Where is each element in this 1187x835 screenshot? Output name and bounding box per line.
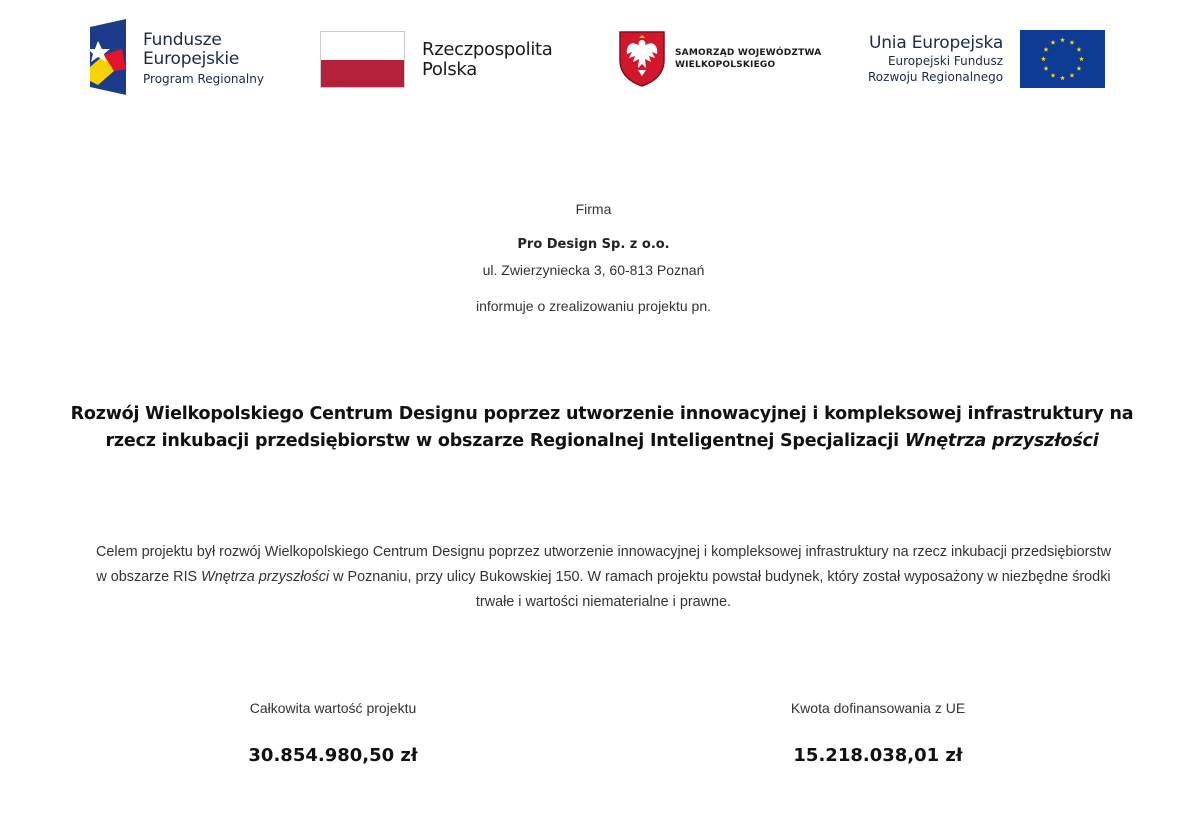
- fundusze-europejskie-emblem-icon: [88, 19, 128, 95]
- eu-star-icon: [1051, 73, 1056, 78]
- wielkopolska-eagle-shield-icon: [618, 30, 666, 87]
- rzeczpospolita-line2: Polska: [422, 58, 477, 80]
- unia-line1: Unia Europejska: [868, 33, 1004, 53]
- project-title-italic: Wnętrza przyszłości: [904, 431, 1099, 451]
- fundusze-line1: Fundusze: [143, 29, 222, 50]
- eu-star-icon: [1041, 56, 1046, 61]
- company-address: ul. Zwierzyniecka 3, 60-813 Poznań: [482, 262, 705, 278]
- logo-fundusze-europejskie: [88, 19, 264, 95]
- eu-star-icon: [1070, 40, 1075, 45]
- intro-text: informuje o zrealizowaniu projektu pn.: [475, 298, 711, 314]
- description-part1: Celem projektu był rozwój Wielkopolskiego Centrum Designu poprzez utworzenie innowacyjnej i kompleksowej infrastruktury na rzecz inkubacji przedsiębiorstw w obszarze RIS: [96, 544, 1111, 585]
- fundusze-line3: Program Regionalny: [143, 71, 264, 86]
- eu-star-icon: [1070, 73, 1075, 78]
- logo-rzeczpospolita-polska: [320, 31, 553, 88]
- eu-star-icon: [1077, 66, 1082, 71]
- total-value-label: Całkowita wartość projektu: [249, 700, 417, 716]
- logo-samorzad-wojewodztwa: [618, 30, 821, 87]
- logo-unia-europejska: [868, 30, 1105, 88]
- eu-star-icon: [1044, 47, 1049, 52]
- eu-value-amount: 15.218.038,01 zł: [793, 745, 963, 766]
- total-value-amount: 30.854.980,50 zł: [248, 745, 418, 766]
- company-name: Pro Design Sp. z o.o.: [517, 237, 670, 252]
- eu-star-icon: [1051, 40, 1056, 45]
- unia-line2: Europejski Fundusz: [887, 54, 1004, 68]
- description-italic: Wnętrza przyszłości: [201, 569, 330, 585]
- unia-line3: Rozwoju Regionalnego: [868, 70, 1004, 84]
- samorzad-line2: WIELKOPOLSKIEGO: [675, 59, 776, 70]
- eu-star-icon: [1077, 47, 1082, 52]
- samorzad-line1: SAMORZĄD WOJEWÓDZTWA: [675, 47, 822, 58]
- polish-flag-icon: [320, 31, 405, 88]
- eu-star-icon: [1060, 75, 1065, 80]
- rzeczpospolita-line1: Rzeczpospolita: [422, 38, 553, 60]
- eu-flag-icon: [1020, 30, 1105, 88]
- project-title-main: Rozwój Wielkopolskiego Centrum Designu poprzez utworzenie innowacyjnej i kompleksowej infrastruktury na rzecz inkubacji przedsiębiorstw w obszarze Regionalnej Inteligentnej Specjalizacji: [70, 404, 1134, 451]
- intro-label: Firma: [575, 201, 612, 217]
- eu-star-icon: [1060, 37, 1065, 42]
- description-part2: w Poznaniu, przy ulicy Bukowskiej 150. W ramach projektu powstał budynek, który został wyposażony w niezbędne środki trwałe i wartości niematerialne i prawne.: [329, 569, 1111, 610]
- project-description: [90, 540, 1117, 615]
- project-title: [60, 401, 1144, 455]
- eu-star-icon: [1079, 56, 1084, 61]
- eu-value-label: Kwota dofinansowania z UE: [790, 700, 966, 716]
- fundusze-line2: Europejskie: [143, 48, 240, 69]
- eu-star-icon: [1044, 66, 1049, 71]
